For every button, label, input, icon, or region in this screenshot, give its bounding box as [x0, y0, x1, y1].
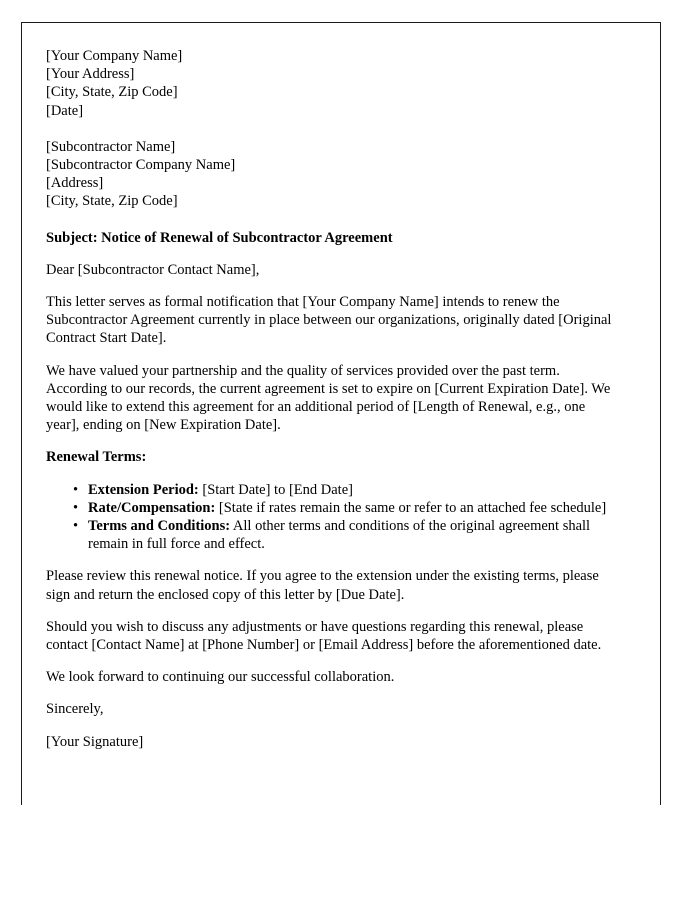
term-text: All other terms and conditions of the original agreement shall remain in full force and effect.	[88, 518, 591, 553]
recipient-company-name: [Subcontractor Company Name]	[46, 157, 236, 174]
recipient-city-state-zip: [City, State, Zip Code]	[46, 193, 178, 210]
spacer	[46, 279, 617, 293]
spacer	[46, 686, 617, 700]
sender-address: [Your Address]	[46, 66, 135, 83]
body-paragraph-1: This letter serves as formal notification that [Your Company Name] intends to renew the Subcontractor Agreement currently in place between our organizations, originally dated [Original Contract Start Date].	[46, 294, 612, 347]
spacer	[46, 604, 617, 618]
term-label: Rate/Compensation:	[88, 499, 216, 516]
term-label: Terms and Conditions:	[88, 518, 231, 535]
recipient-address: [Address]	[46, 175, 104, 192]
spacer	[46, 434, 617, 448]
spacer	[46, 467, 617, 481]
spacer	[46, 120, 617, 138]
spacer	[46, 719, 617, 733]
term-text: [State if rates remain the same or refer to an attached fee schedule]	[215, 499, 607, 516]
spacer	[46, 247, 617, 261]
renewal-terms-heading: Renewal Terms:	[46, 449, 147, 466]
term-text: [Start Date] to [End Date]	[198, 481, 353, 498]
body-paragraph-5: We look forward to continuing our successful collaboration.	[46, 669, 395, 686]
list-item	[46, 481, 617, 499]
body-paragraph-3: Please review this renewal notice. If you agree to the extension under the existing terms, please sign and return the enclosed copy of this letter by [Due Date].	[46, 568, 599, 603]
spacer	[46, 348, 617, 362]
sender-company-name: [Your Company Name]	[46, 48, 183, 64]
renewal-terms-list	[46, 481, 617, 554]
sender-city-state-zip: [City, State, Zip Code]	[46, 84, 178, 101]
spacer	[46, 211, 617, 229]
list-item	[46, 517, 617, 553]
document-page	[21, 22, 661, 805]
term-label: Extension Period:	[88, 481, 199, 498]
salutation: Dear [Subcontractor Contact Name],	[46, 261, 260, 278]
spacer	[46, 654, 617, 668]
document-body	[22, 23, 660, 751]
body-paragraph-4: Should you wish to discuss any adjustments or have questions regarding this renewal, please contact [Contact Name] at [Phone Number] or [Email Address] before the aforementioned date.	[46, 618, 602, 654]
signature-placeholder: [Your Signature]	[46, 733, 144, 750]
recipient-name: [Subcontractor Name]	[46, 138, 176, 155]
spacer	[46, 553, 617, 567]
list-item	[46, 499, 617, 517]
subject-line: Subject: Notice of Renewal of Subcontractor Agreement	[46, 229, 393, 246]
letter-date: [Date]	[46, 102, 84, 119]
body-paragraph-2: We have valued your partnership and the quality of services provided over the past term. According to our records, the current agreement is set to expire on [Current Expiration Date]. We would like to extend this agreement for an additional period of [Length of Renewal, e.g., one year], ending on [New Expiration Date].	[46, 362, 611, 434]
closing-salutation: Sincerely,	[46, 701, 104, 718]
sender-address-block	[46, 47, 617, 120]
recipient-address-block	[46, 138, 617, 211]
